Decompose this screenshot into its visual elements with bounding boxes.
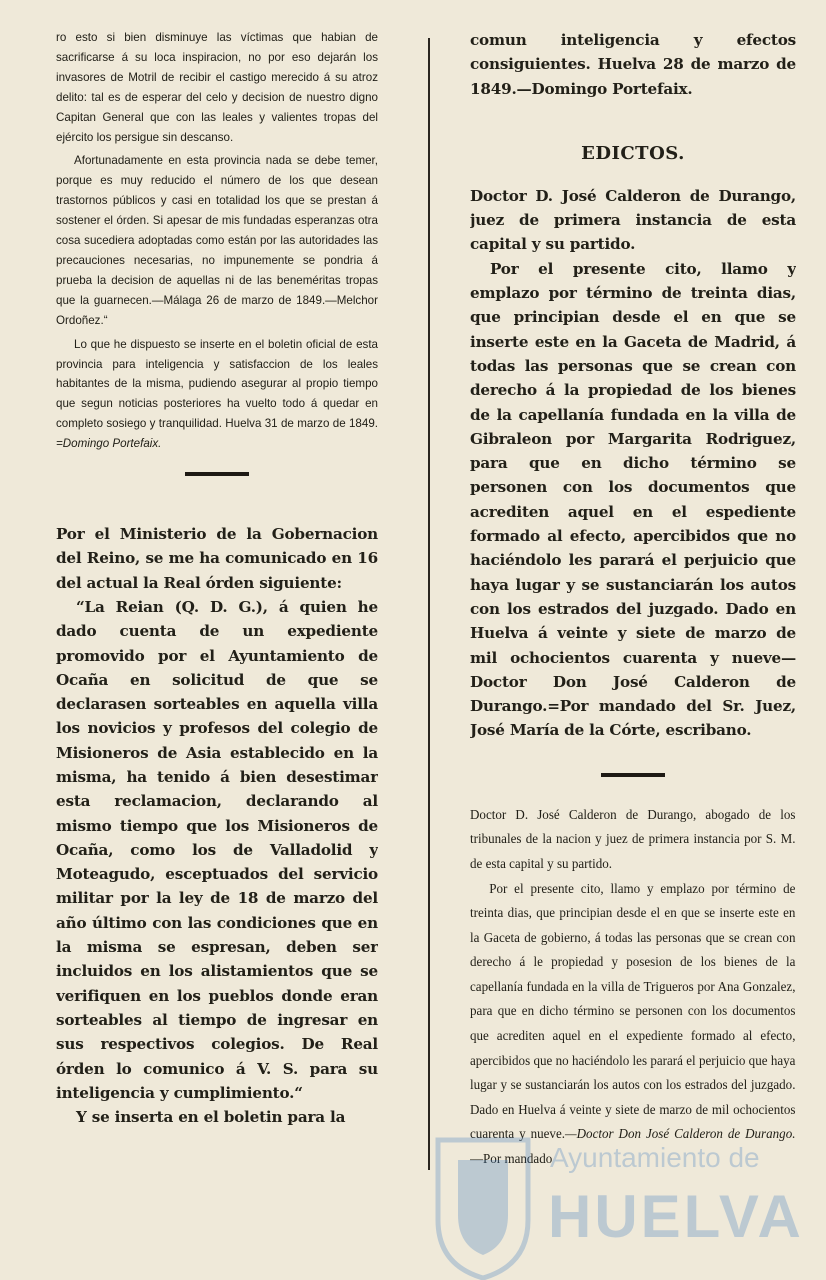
- edict-2-text: Por el presente cito, llamo y emplazo por término de treinta dias, que principian desde el en que se inserte este en la Gaceta de gobierno, á todas las personas que se crean con derecho á le propiedad y posesion de los bienes de la capellanía fundada en la villa de Trigueros por Ana Gonzalez, para que en dicho término se personen con los documentos que acrediten aquel en el expediente formado al efecto, apercibidos que no haciéndolo les parará el perjuicio que haya lugar y se sustanciarán los autos con los estrados del juzgado. Dado en Huelva á veinte y siete de marzo de mil ochocientos cuarenta y nueve.: [470, 880, 796, 1142]
- edict-1-heading: Doctor D. José Calderon de Durango, juez de primera instancia de esta capital y su partido.: [470, 186, 796, 254]
- edict-1-body: Por el presente cito, llamo y emplazo por término de treinta dias, que principian desde el en que se inserte este en la Gaceta de Madrid, á todas las personas que se crean con derecho á la propiedad de los bienes de la capellanía fundada en la villa de Gibraleon por Margarita Rodriguez, para que en dicho término se personen con los documentos que acrediten aquel en el espediente formado al efecto, apercibidos que no haciéndolo les parará el perjuicio que haya lugar y se sustanciarán los autos con los estrados del juzgado. Dado en Huelva á veinte y siete de marzo de mil ochocientos cuarenta y nueve—Doctor Don José Calderon de Durango.=Por mandado del Sr. Juez, José María de la Córte, escribano.: [470, 259, 796, 740]
- shield-icon: [428, 1130, 538, 1280]
- watermark-line-1: Ayuntamiento de: [550, 1142, 760, 1173]
- separator-rule: [601, 773, 665, 777]
- left-column: [56, 28, 378, 1129]
- insertion-paragraph: Y se inserta en el boletin para la: [76, 1108, 346, 1127]
- continuation-paragraph: comun inteligencia y efectos consiguientes. Huelva 28 de marzo de 1849.—Domingo Portefaix.: [470, 31, 796, 98]
- edicts-heading: EDICTOS.: [581, 142, 685, 164]
- left-paragraph-3-signature: =Domingo Portefaix.: [56, 437, 162, 451]
- watermark-line-2: HUELVA: [548, 1183, 804, 1250]
- edict-2-heading: Doctor D. José Calderon de Durango, abogado de los tribunales de la nacion y juez de primera instancia por S. M. de esta capital y su partido.: [470, 806, 796, 871]
- royal-order-paragraph: “La Reian (Q. D. G.), á quien he dado cuenta de un expediente promovido por el Ayuntamiento de Ocaña en solicitud de que se declarasen sorteables en aquella villa los novicios y profesos del colegio de Misioneros de Asia establecido en la misma, ha tenido á bien desestimar esta reclamacion, declarando al mismo tiempo que los Misioneros de Ocaña, como los de Valladolid y Moteagudo, esceptuados del servicio militar por la ley de 18 de marzo del año último con las condiciones que en la misma se espresan, deben ser incluidos en los alistamientos que se verifiquen en los pueblos donde eran sorteables al tiempo de ingresar en sus respectivos colegios. De Real órden lo comunico á V. S. para su inteligencia y cumplimiento.“: [56, 597, 378, 1102]
- separator-rule: [185, 472, 249, 476]
- ministry-paragraph: Por el Ministerio de la Gobernacion del Reino, se me ha comunicado en 16 del actual la Real órden siguiente:: [56, 525, 378, 592]
- right-column: [470, 28, 796, 1172]
- left-paragraph-3-text: Lo que he dispuesto se inserte en el boletin oficial de esta provincia para inteligencia y satisfaccion de los leales habitantes de la misma, pudiendo asegurar al propio tiempo que segun noticias posteriores ha vuelto todo á quedar en completo sosiego y tranquilidad. Huelva 31 de marzo de 1849.: [56, 337, 378, 431]
- column-divider: [428, 38, 430, 1170]
- watermark: [420, 1130, 820, 1280]
- left-paragraph-3: [56, 335, 378, 454]
- edict-2-tail: —Por mandado: [470, 1151, 553, 1167]
- edict-2-signature: —Doctor Don José Calderon de Durango.: [565, 1126, 796, 1142]
- edict-2-body: [470, 877, 795, 1172]
- left-paragraph-2: Afortunadamente en esta provincia nada se debe temer, porque es muy reducido el número de los que desean trastornos públicos y casi en totalidad los que se prestan á sostener el órden. Si apesar de mis fundadas esperanzas otra cosa sucediera adoptadas como están por las autoridades las precauciones necesarias, no impunemente se pondria á prueba la decision de aquellas ni de las beneméritas tropas que la guarnecen.—Málaga 26 de marzo de 1849.—Melchor Ordoñez.“: [56, 154, 378, 327]
- left-paragraph-1: ro esto si bien disminuye las víctimas que habian de sacrificarse á su loca inspiracion, no por eso dejarán los invasores de Motril de recibir el castigo merecido á su atroz delito: tal es de esperar del celo y decision de nuestro digno Capitan General que con las leales y valientes tropas del ejército los persigue sin descanso.: [56, 31, 378, 144]
